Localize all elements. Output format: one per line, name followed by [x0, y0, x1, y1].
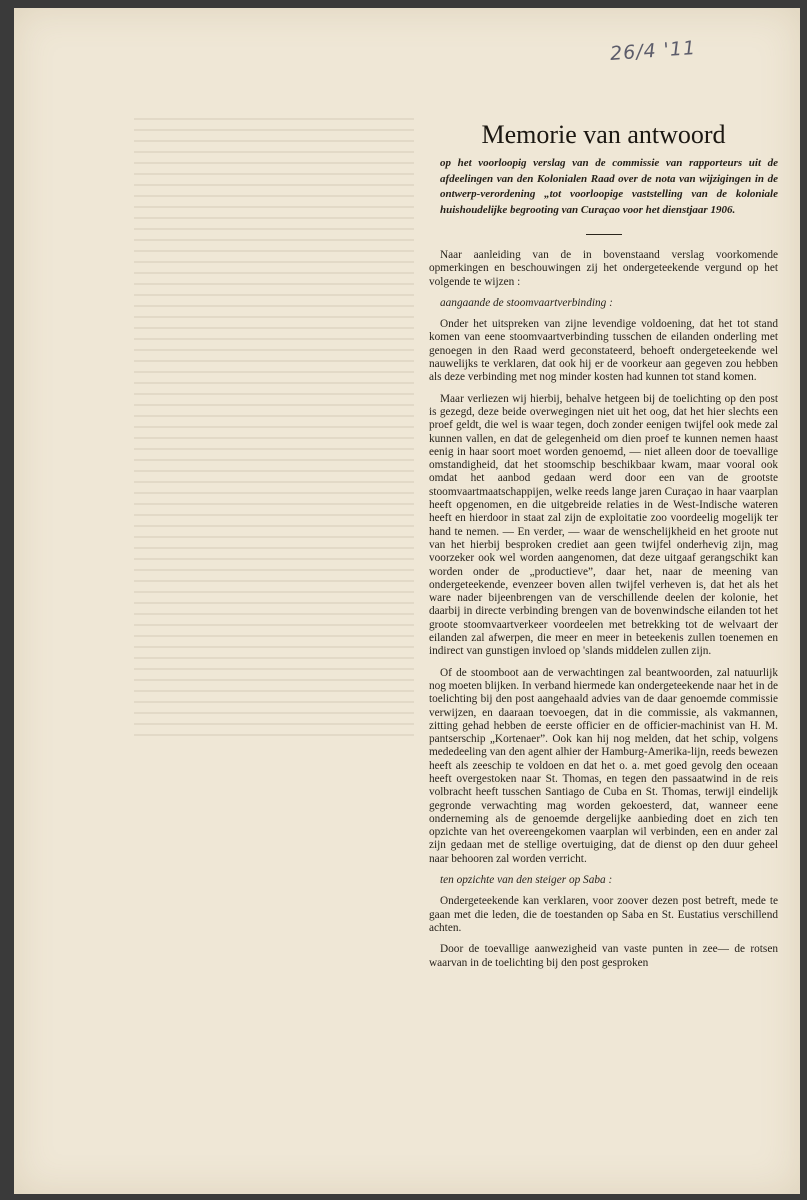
section-heading-stoomvaart: aangaande de stoomvaartverbinding : [440, 296, 613, 309]
paragraph: Maar verliezen wij hierbij, behalve hetgeen bij de toelichting op den post is gezegd, deze beide overwegingen niet uit het oog, dat het hier slechts een proef geldt, die wel is waar tegen, doch zonder eenigen twijfel ook mede zal kunnen vallen, en dat de gelegenheid om dien proef te kunnen nemen haast eenig in haar soort moet worden genoemd, — niet alleen door de toevallige omstandigheid, dat het stoomschip beschikbaar kwam, maar vooral ook omdat het aanbod gedaan werd door een van de grootste stoomvaartmaatschappijen, welke reeds lange jaren Curaçao in haar vaarplan heeft opgenomen, en die uitgebreide relaties in de West-Indische wateren heeft en hierdoor in staat zal zijn de exploitatie zoo voordeelig mogelijk ter hand te nemen. — En verder, — waar de wenschelijkheid en het groote nut van het hierbij besproken crediet aan geen twijfel onderhevig zijn, mag voorzeker ook wel worden aangenomen, dat deze uitgaaf gerangschikt kan worden onder de „productieve”, daar het, naar de meening van ondergeteekende, evenzeer boven allen twijfel verheven is, dat het als het ware nader bijeenbrengen van de verschillende deelen der kolonie, het daarbij in directe verbinding brengen van de bovenwindsche eilanden tot het groote stoomvaartverkeer voordeelen met betrekking tot de welvaart der eilanden zal afwerpen, die meer en meer in beteekenis zullen toenemen en indirect van gunstigen invloed op 'slands middelen zullen zijn. [429, 392, 778, 658]
paragraph: Door de toevallige aanwezigheid van vaste punten in zee— de rotsen waarvan in de toelichting bij den post gesproken [429, 943, 778, 969]
divider [586, 234, 622, 235]
document-page [14, 8, 800, 1194]
bleed-through-text [134, 118, 414, 738]
handwritten-annotation: 26/4 '11 [609, 37, 697, 65]
paragraph: Ondergeteekende kan verklaren, voor zoover dezen post betreft, mede te gaan met die leden, die de toestanden op Saba en St. Eustatius verschillend achten. [429, 895, 778, 934]
text-column [429, 120, 778, 978]
intro-paragraph: Naar aanleiding van de in bovenstaand verslag voorkomende opmerkingen en beschouwingen zij het ondergeteekende vergund op het volgende te wijzen : [429, 249, 778, 288]
paragraph: Onder het uitspreken van zijne levendige voldoening, dat het tot stand komen van eene stoomvaartverbinding tusschen de eilanden onderling met genoegen in den Raad werd geconstateerd, behoeft ondergeteekende wel nauwelijks te verklaren, dat ook hij er de voorkeur aan gegeven zou hebben als deze verbinding met nog minder kosten had kunnen tot stand komen. [429, 318, 778, 384]
section-heading-steiger: ten opzichte van den steiger op Saba : [440, 874, 613, 887]
page-title: Memorie van antwoord [481, 120, 726, 149]
paragraph: Of de stoomboot aan de verwachtingen zal beantwoorden, zal natuurlijk nog moeten blijken. In verband hiermede kan ondergeteekende naar het in de toelichting bij den post aangehaald advies van de daar genoemde commissie verwijzen, en daaraan toevoegen, dat in die commissie, als vakmannen, zitting gehad hebben de eerste officier en de officier-machinist van H. M. pantserschip „Kortenaer”. Ook kan hij nog melden, dat het schip, volgens mededeeling van den agent alhier der Hamburg-Amerika-lijn, reeds bewezen heeft als zeeschip te voldoen en dat het o. a. met goed gevolg den oceaan heeft overgestoken naar St. Thomas, en tegen den passaatwind in de reis volbracht heeft tusschen Santiago de Cuba en St. Thomas, terwijl eindelijk gegronde verwachting mag worden gekoesterd, dat, wanneer eene onderneming als de genoemde dergelijke aanbieding doet en zich ten opzichte van het overeengekomen vaarplan wil verbinden, een en ander zal zijn gedaan met de stellige overtuiging, dat de dienst op den duur geheel naar behooren zal worden verricht. [429, 666, 778, 865]
subtitle: op het voorloopig verslag van de commissie van rapporteurs uit de afdeelingen van den Kolonialen Raad over de nota van wijzigingen in de ontwerp-verordening „tot voorloopige vaststelling van de koloniale huishoudelijke begrooting van Curaçao voor het dienstjaar 1906. [440, 157, 778, 216]
